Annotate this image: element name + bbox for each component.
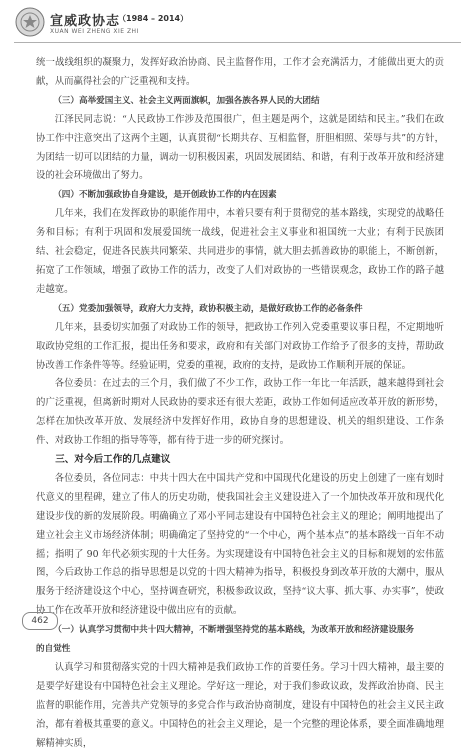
subheading: （三）高举爱国主义、社会主义两面旗帜，加强各族各界人民的大团结 (53, 95, 320, 106)
header-title: 宣威政协志 (50, 14, 121, 29)
page-number: 462 (22, 612, 58, 630)
subheading: （五）党委加强领导，政府大力支持，政协积极主动，是做好政协工作的必备条件 (53, 303, 363, 314)
paragraph: 几年来，我们在发挥政协的职能作用中，本着只要有利于贯彻党的基本路线，实现党的战略任务和目标；有利于巩固和发展爱国统一战线，促进社会主义事业和祖国统一大业；有利于民族团结、社会稳定，促进各民族共同繁荣、共同进步的事情，就大胆去抓善政协的职能上，不断创新，拓宽了工作领域，增强了政协工作的活力，改变了人们对政协的一些错误观念，政协工作的路子越走越宽。 (36, 208, 444, 295)
running-header (0, 0, 475, 44)
paragraph: 几年来，县委切实加强了对政协工作的领导，把政协工作列入党委重要议事日程，不定期地听取政协党组的工作汇报，提出任务和要求，政府和有关部门对政协工作给予了很多的支持，帮助政协改善工作条件等等。经验证明，党委的重视，政府的支持，是政协工作顺利开展的保证。 (36, 321, 444, 371)
paragraph: 各位委员，各位同志：中共十四大在中国共产党和中国现代化建设的历史上创建了一座有划时代意义的里程碑，建立了伟人的历史功勋，使我国社会主义建设进入了一个加快改革开放和现代化建设步伐的新的发展阶段。明确确立了邓小平同志建设有中国特色社会主义的理论；阐明地提出了建立社会主义市场经济体制；明确确定了坚持党的“一个中心，两个基本点”的基本路线一百年不动摇；指明了 90 年代必须实现的十大任务。为实现建设有中国特色社会主义的目标和规划的宏伟蓝图，今后政协工作总的指导思想是以党的十四大精神为指导，积极投身到改革开放的大潮中，服从服务于经济建设这个中心，坚持调查研究，积极参政议政，坚持“议大事、抓大事、办实事”，使政协工作在改革开放和经济建设中做出应有的贡献。 (36, 472, 444, 617)
header-years: （1984 – 2014） (118, 14, 189, 23)
header-divider (14, 42, 461, 43)
paragraph: 统一战线组织的凝聚力，发挥好政治协商、民主监督作用，工作才会充满活力，才能做出更大的贡献，从而赢得社会的广泛重视和支持。 (36, 57, 444, 87)
header-pinyin: XUAN WEI ZHENG XIE ZHI (50, 28, 139, 35)
section-heading: 三、对今后工作的几点建议 (55, 454, 171, 466)
subheading: （一）认真学习贯彻中共十四大精神，不断增强坚持党的基本路线，为改革开放和经济建设服务 (53, 625, 415, 636)
cppcc-emblem-icon (14, 6, 46, 38)
paragraph: 江泽民同志说：“人民政协工作涉及范围很广，但主题是两个，这就是团结和民主。”我们在政协工作中注意突出了这两个主题，认真贯彻“长期共存、互相监督，肝胆相照、荣辱与共”的方针，为团结一切可以团结的力量，调动一切积极因素，巩固发展团结、和谐，有利于改革开放和经济建设的社会环境做出了努力。 (36, 113, 444, 182)
paragraph: 各位委员：在过去的三个月，我们做了不少工作，政协工作一年比一年活跃，越来越得到社会的广泛重视，但离新时期对人民政协的要求还有很大差距，政协工作如何适应改革开放的新形势，怎样在加快改革开放、发展经济中发挥好作用，政协自身的思想建设、机关的组织建设、工作条件、对政协工作组的指导等等，都有待于进一步的研究探讨。 (36, 378, 444, 447)
subheading-continued: 的自觉性 (36, 644, 71, 655)
page-body (36, 54, 444, 754)
subheading: （四）不断加强政协自身建设，是开创政协工作的内在因素 (53, 190, 277, 201)
paragraph: 认真学习和贯彻落实党的十四大精神是我们政协工作的首要任务。学习十四大精神，最主要的是要学好建设有中国特色社会主义理论。学好这一理论，对于我们参政议政，发挥政治协商、民主监督的职能作用，完善共产党领导的多党合作与政治协商制度，建设有中国特色的社会主义民主政治，都有着极其重要的意义。中国特色的社会主义理论，是一个完整的理论体系，要全面准确地理解精神实质， (36, 662, 444, 749)
